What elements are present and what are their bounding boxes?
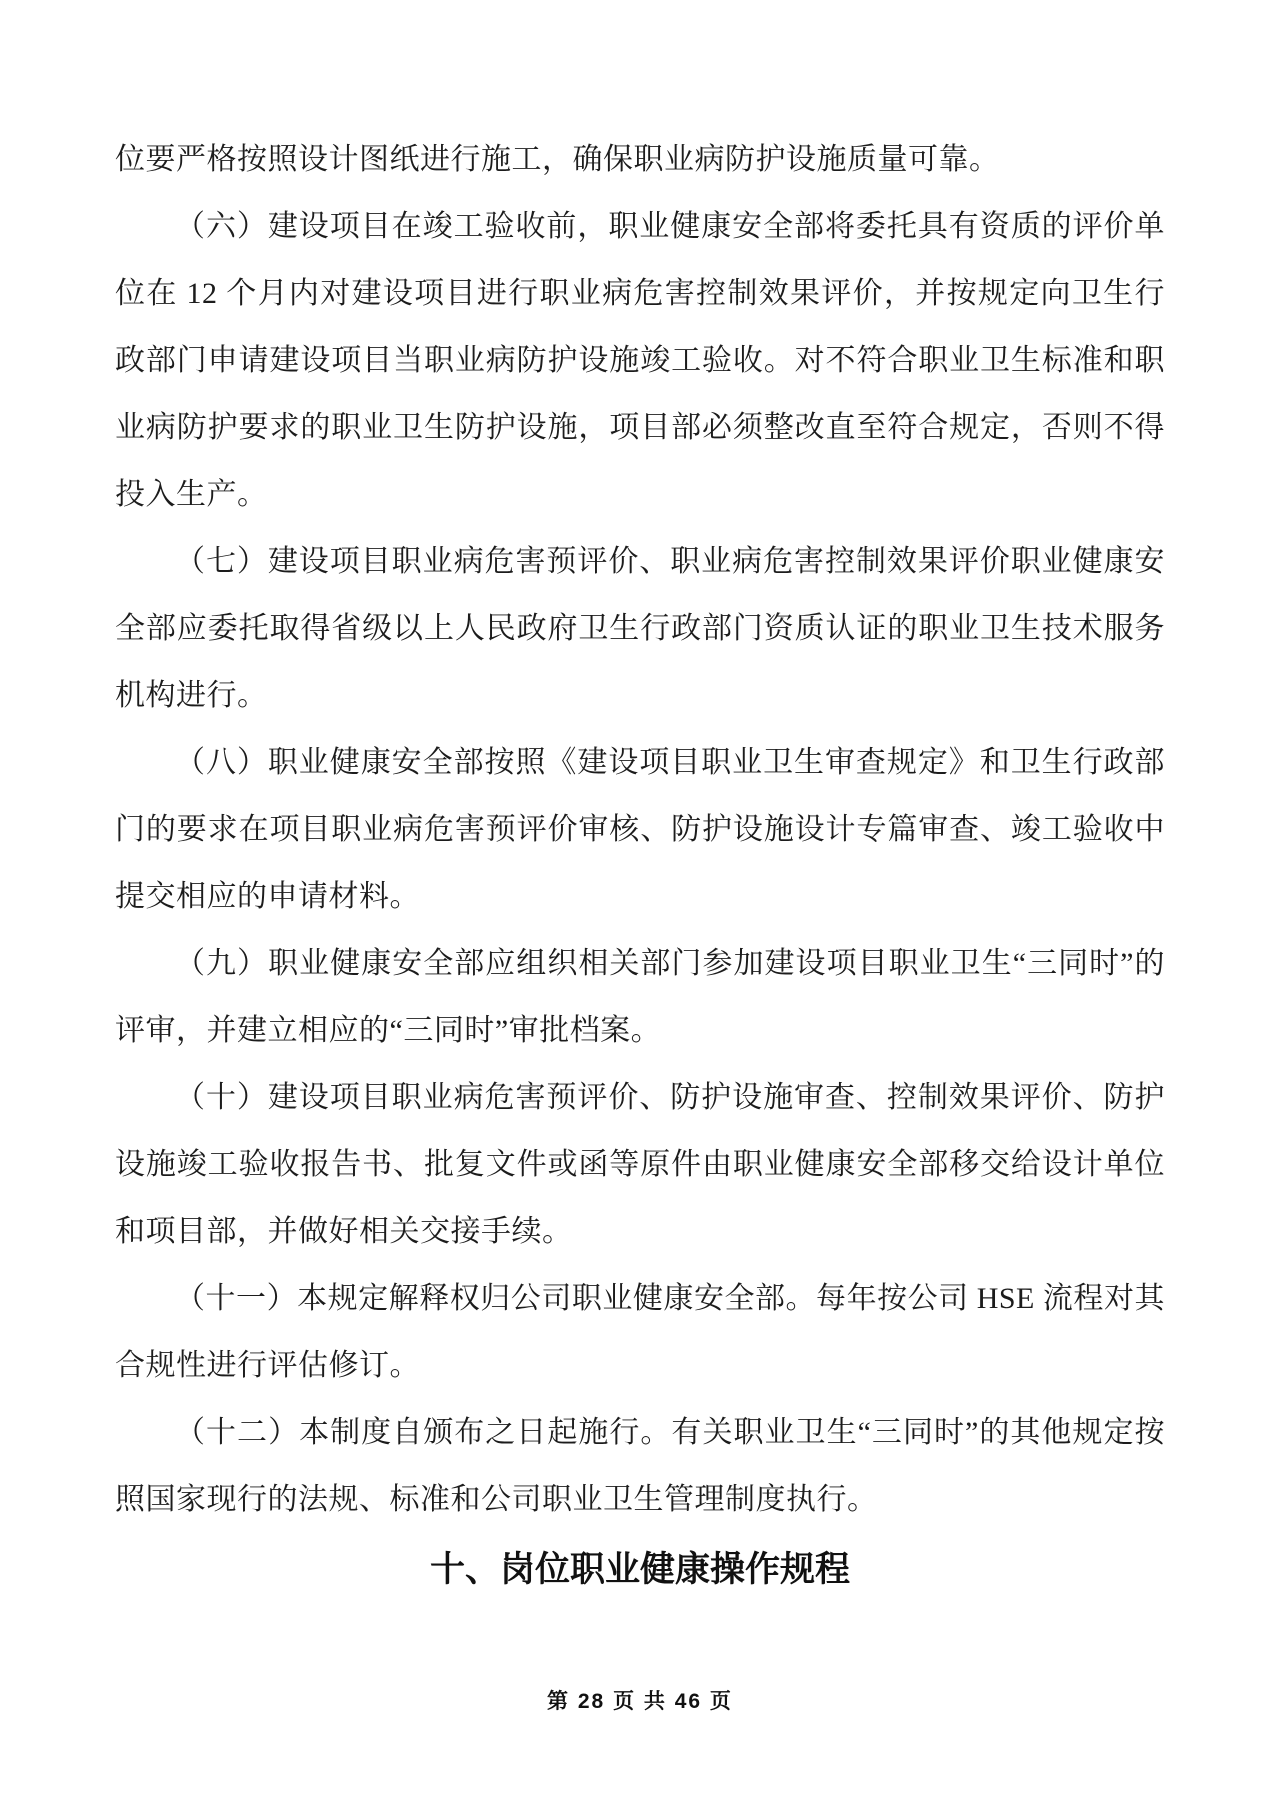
paragraph: （七）建设项目职业病危害预评价、职业病危害控制效果评价职业健康安全部应委托取得省级以上人民政府卫生行政部门资质认证的职业卫生技术服务机构进行。 [115, 545, 1165, 712]
section-heading: 十、岗位职业健康操作规程 [429, 1550, 850, 1589]
paragraph: 位要严格按照设计图纸进行施工，确保职业病防护设施质量可靠。 [115, 143, 1000, 176]
paragraph: （十二）本制度自颁布之日起施行。有关职业卫生“三同时”的其他规定按照国家现行的法规、标准和公司职业卫生管理制度执行。 [115, 1416, 1165, 1516]
paragraph: （六）建设项目在竣工验收前，职业健康安全部将委托具有资质的评价单位在 12 个月内对建设项目进行职业病危害控制效果评价，并按规定向卫生行政部门申请建设项目当职业病防护设施竣工验收。对不符合职业卫生标准和职业病防护要求的职业卫生防护设施，项目部必须整改直至符合规定，否则不得投入生产。 [115, 210, 1165, 511]
page-footer [115, 1685, 1165, 1715]
paragraph: （十一）本规定解释权归公司职业健康安全部。每年按公司 HSE 流程对其合规性进行评估修订。 [115, 1282, 1165, 1382]
document-body [115, 126, 1165, 1533]
page-number-label: 第 28 页 共 46 页 [547, 1690, 733, 1713]
paragraph: （八）职业健康安全部按照《建设项目职业卫生审查规定》和卫生行政部门的要求在项目职业病危害预评价审核、防护设施设计专篇审查、竣工验收中提交相应的申请材料。 [115, 746, 1165, 913]
paragraph: （十）建设项目职业病危害预评价、防护设施审查、控制效果评价、防护设施竣工验收报告书、批复文件或函等原件由职业健康安全部移交给设计单位和项目部，并做好相关交接手续。 [115, 1081, 1165, 1248]
paragraph: （九）职业健康安全部应组织相关部门参加建设项目职业卫生“三同时”的评审，并建立相应的“三同时”审批档案。 [115, 947, 1165, 1047]
